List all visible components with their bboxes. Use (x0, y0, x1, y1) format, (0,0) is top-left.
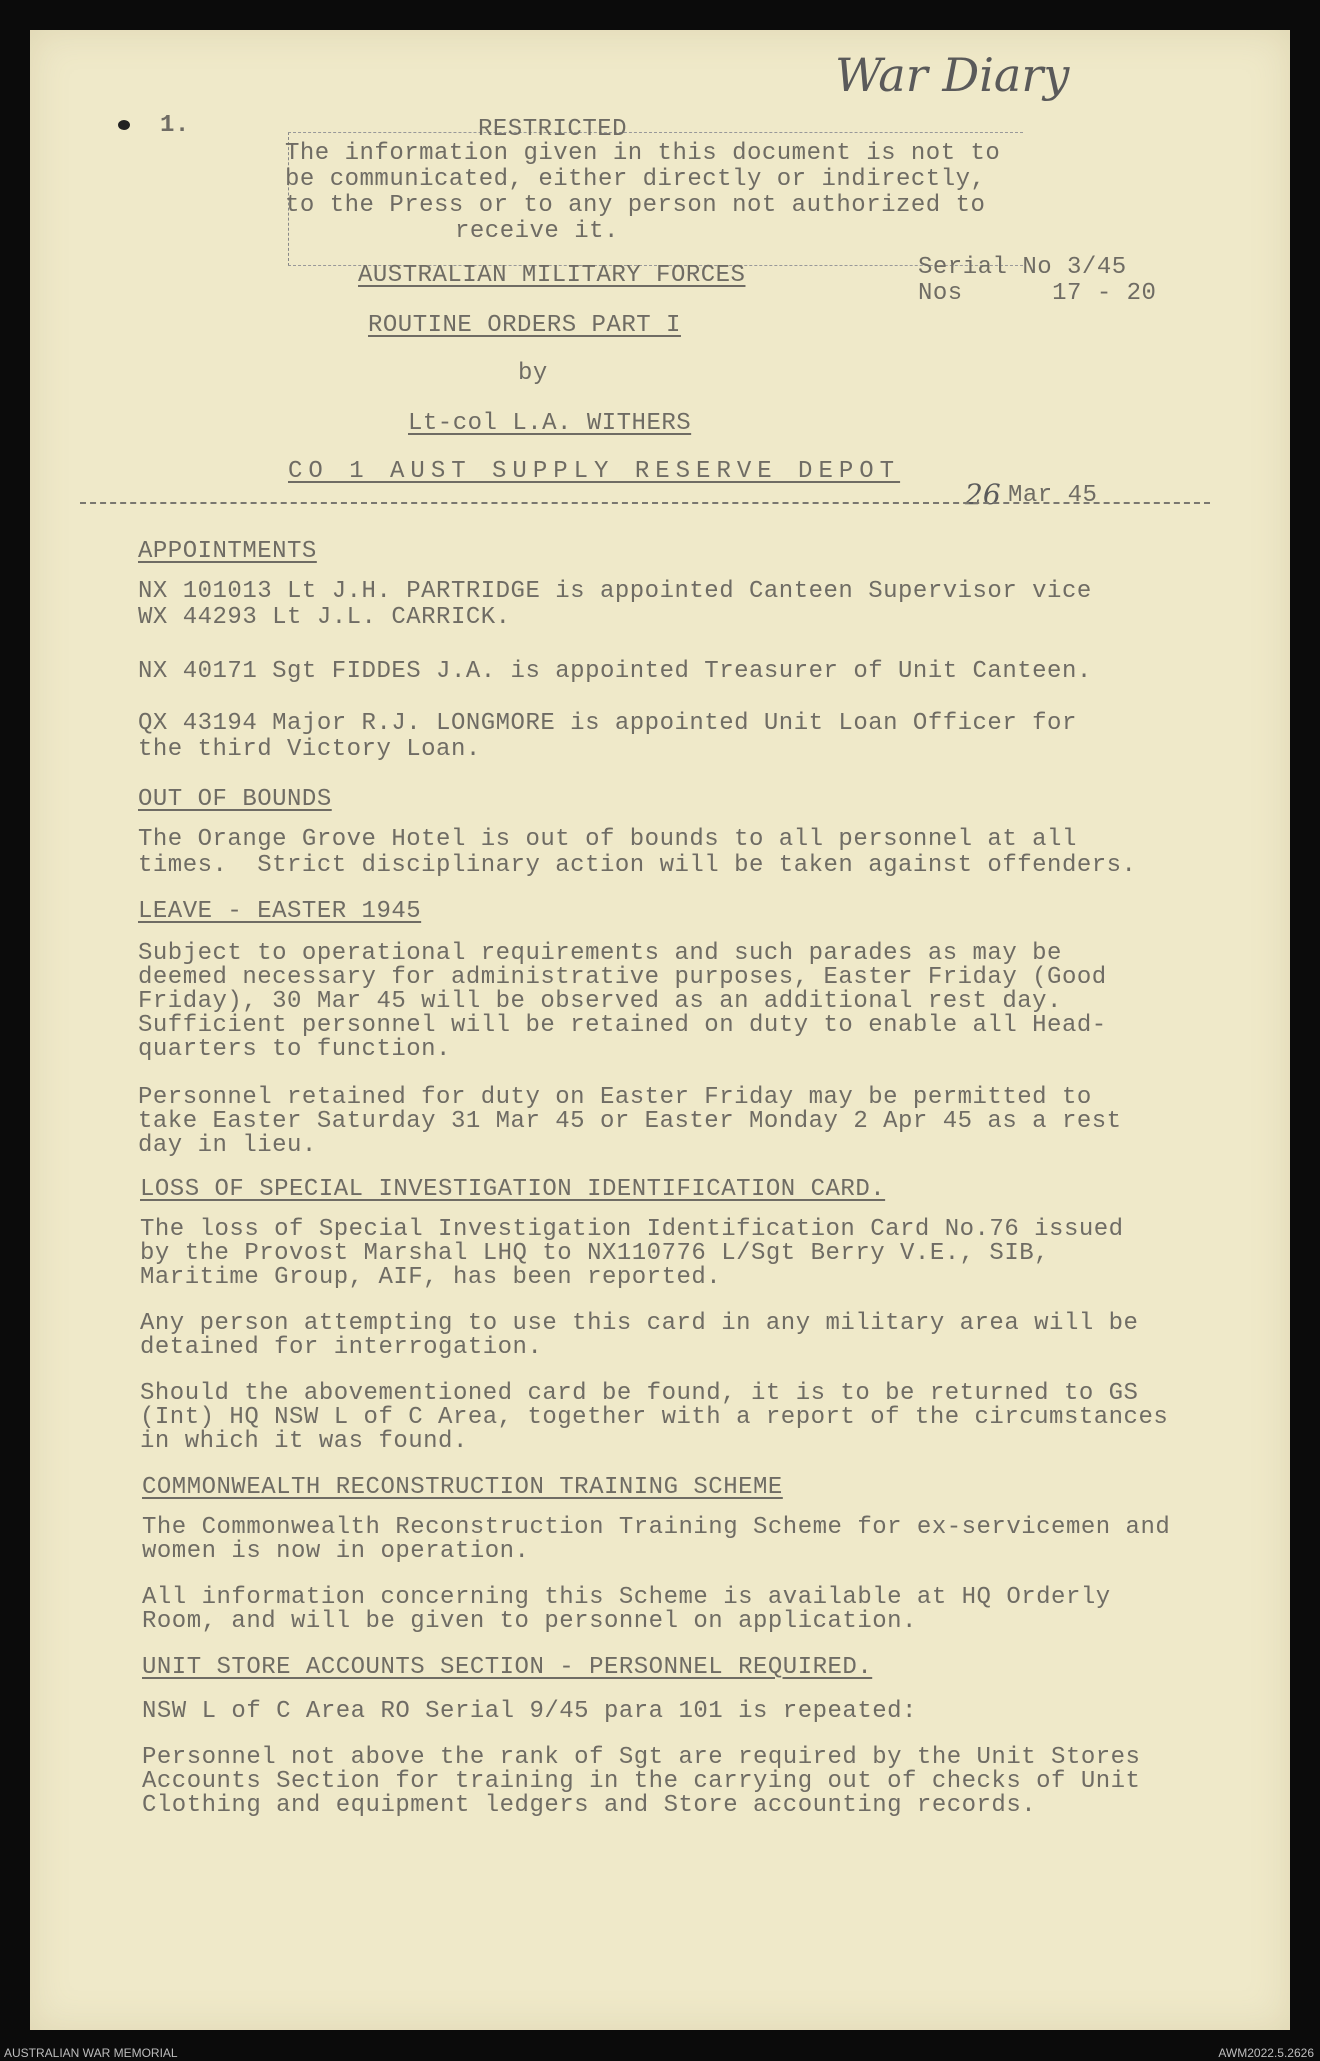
handwritten-date: 26 (965, 478, 1001, 511)
unit-name: CO 1 AUST SUPPLY RESERVE DEPOT (288, 458, 901, 485)
section-heading-stores: UNIT STORE ACCOUNTS SECTION - PERSONNEL REQUIRED. (142, 1654, 873, 1681)
serial-number: Serial No 3/45 (918, 254, 1127, 281)
page-number: 1. (160, 112, 190, 139)
paragraph-line: day in lieu. (138, 1132, 317, 1159)
paragraph-line: QX 43194 Major R.J. LONGMORE is appointed Unit Loan Officer for (138, 710, 1077, 737)
footer-accession-number: AWM2022.5.2626 (1218, 2046, 1314, 2060)
section-heading-crts: COMMONWEALTH RECONSTRUCTION TRAINING SCHEME (142, 1474, 783, 1501)
paragraph-line: Room, and will be given to personnel on application. (142, 1608, 917, 1635)
paragraph-line: quarters to function. (138, 1036, 451, 1063)
document-page (30, 30, 1290, 2030)
paragraph-line: Subject to operational requirements and such parades as may be (138, 940, 1062, 967)
paragraph-line: NSW L of C Area RO Serial 9/45 para 101 is repeated: (142, 1698, 917, 1725)
paragraph-line: deemed necessary for administrative purposes, Easter Friday (Good (138, 964, 1107, 991)
paragraph-line: NX 40171 Sgt FIDDES J.A. is appointed Treasurer of Unit Canteen. (138, 658, 1092, 685)
paragraph-line: Friday), 30 Mar 45 will be observed as an additional rest day. (138, 988, 1062, 1015)
section-heading-leave: LEAVE - EASTER 1945 (138, 898, 422, 925)
footer-institution: AUSTRALIAN WAR MEMORIAL (4, 2046, 178, 2060)
paragraph-line: Sufficient personnel will be retained on duty to enable all Head- (138, 1012, 1107, 1039)
paragraph-line: Any person attempting to use this card in any military area will be (140, 1310, 1139, 1337)
paragraph-line: The loss of Special Investigation Identification Card No.76 issued (140, 1216, 1124, 1243)
paragraph-line: women is now in operation. (142, 1538, 530, 1565)
ink-blot (118, 120, 130, 130)
section-heading-appointments: APPOINTMENTS (138, 538, 317, 565)
restricted-line: to the Press or to any person not authorized to (285, 192, 986, 219)
paragraph-line: All information concerning this Scheme is available at HQ Orderly (142, 1584, 1111, 1611)
restricted-line: The information given in this document is not to (285, 140, 1001, 167)
paragraph-line: times. Strict disciplinary action will be taken against offenders. (138, 852, 1137, 879)
org-title: AUSTRALIAN MILITARY FORCES (358, 262, 746, 289)
paragraph-line: take Easter Saturday 31 Mar 45 or Easter Monday 2 Apr 45 as a rest (138, 1108, 1122, 1135)
paragraph-line: (Int) HQ NSW L of C Area, together with a report of the circumstances (140, 1404, 1169, 1431)
restricted-line: receive it. (455, 218, 619, 245)
paragraph-line: The Orange Grove Hotel is out of bounds to all personnel at all (138, 826, 1077, 853)
paragraph-line: Should the abovementioned card be found, it is to be returned to GS (140, 1380, 1139, 1407)
section-heading-card: LOSS OF SPECIAL INVESTIGATION IDENTIFICATION CARD. (140, 1176, 886, 1203)
officer-name: Lt-col L.A. WITHERS (408, 410, 692, 437)
by-line: by (518, 360, 548, 387)
orders-title: ROUTINE ORDERS PART I (368, 312, 681, 339)
restricted-heading: RESTRICTED (478, 116, 628, 143)
paragraph-line: Accounts Section for training in the carrying out of checks of Unit (142, 1768, 1141, 1795)
paragraph-line: by the Provost Marshal LHQ to NX110776 L/Sgt Berry V.E., SIB, (140, 1240, 1050, 1267)
header-rule (80, 502, 1210, 504)
archive-footer (0, 2044, 1320, 2061)
paragraph-line: Clothing and equipment ledgers and Store accounting records. (142, 1792, 1037, 1819)
handwritten-war-diary: War Diary (835, 48, 1070, 102)
section-heading-out-of-bounds: OUT OF BOUNDS (138, 786, 332, 813)
paragraph-line: NX 101013 Lt J.H. PARTRIDGE is appointed Canteen Supervisor vice (138, 578, 1092, 605)
restricted-line: be communicated, either directly or indirectly, (285, 166, 986, 193)
paragraph-line: WX 44293 Lt J.L. CARRICK. (138, 604, 511, 631)
paragraph-line: detained for interrogation. (140, 1334, 543, 1361)
paragraph-line: Personnel retained for duty on Easter Friday may be permitted to (138, 1084, 1092, 1111)
paragraph-line: Maritime Group, AIF, has been reported. (140, 1264, 722, 1291)
serial-nos: Nos 17 - 20 (918, 280, 1157, 307)
order-date: Mar 45 (1008, 482, 1098, 509)
paragraph-line: The Commonwealth Reconstruction Training Scheme for ex-servicemen and (142, 1514, 1171, 1541)
paragraph-line: Personnel not above the rank of Sgt are required by the Unit Stores (142, 1744, 1141, 1771)
paragraph-line: the third Victory Loan. (138, 736, 481, 763)
paragraph-line: in which it was found. (140, 1428, 468, 1455)
